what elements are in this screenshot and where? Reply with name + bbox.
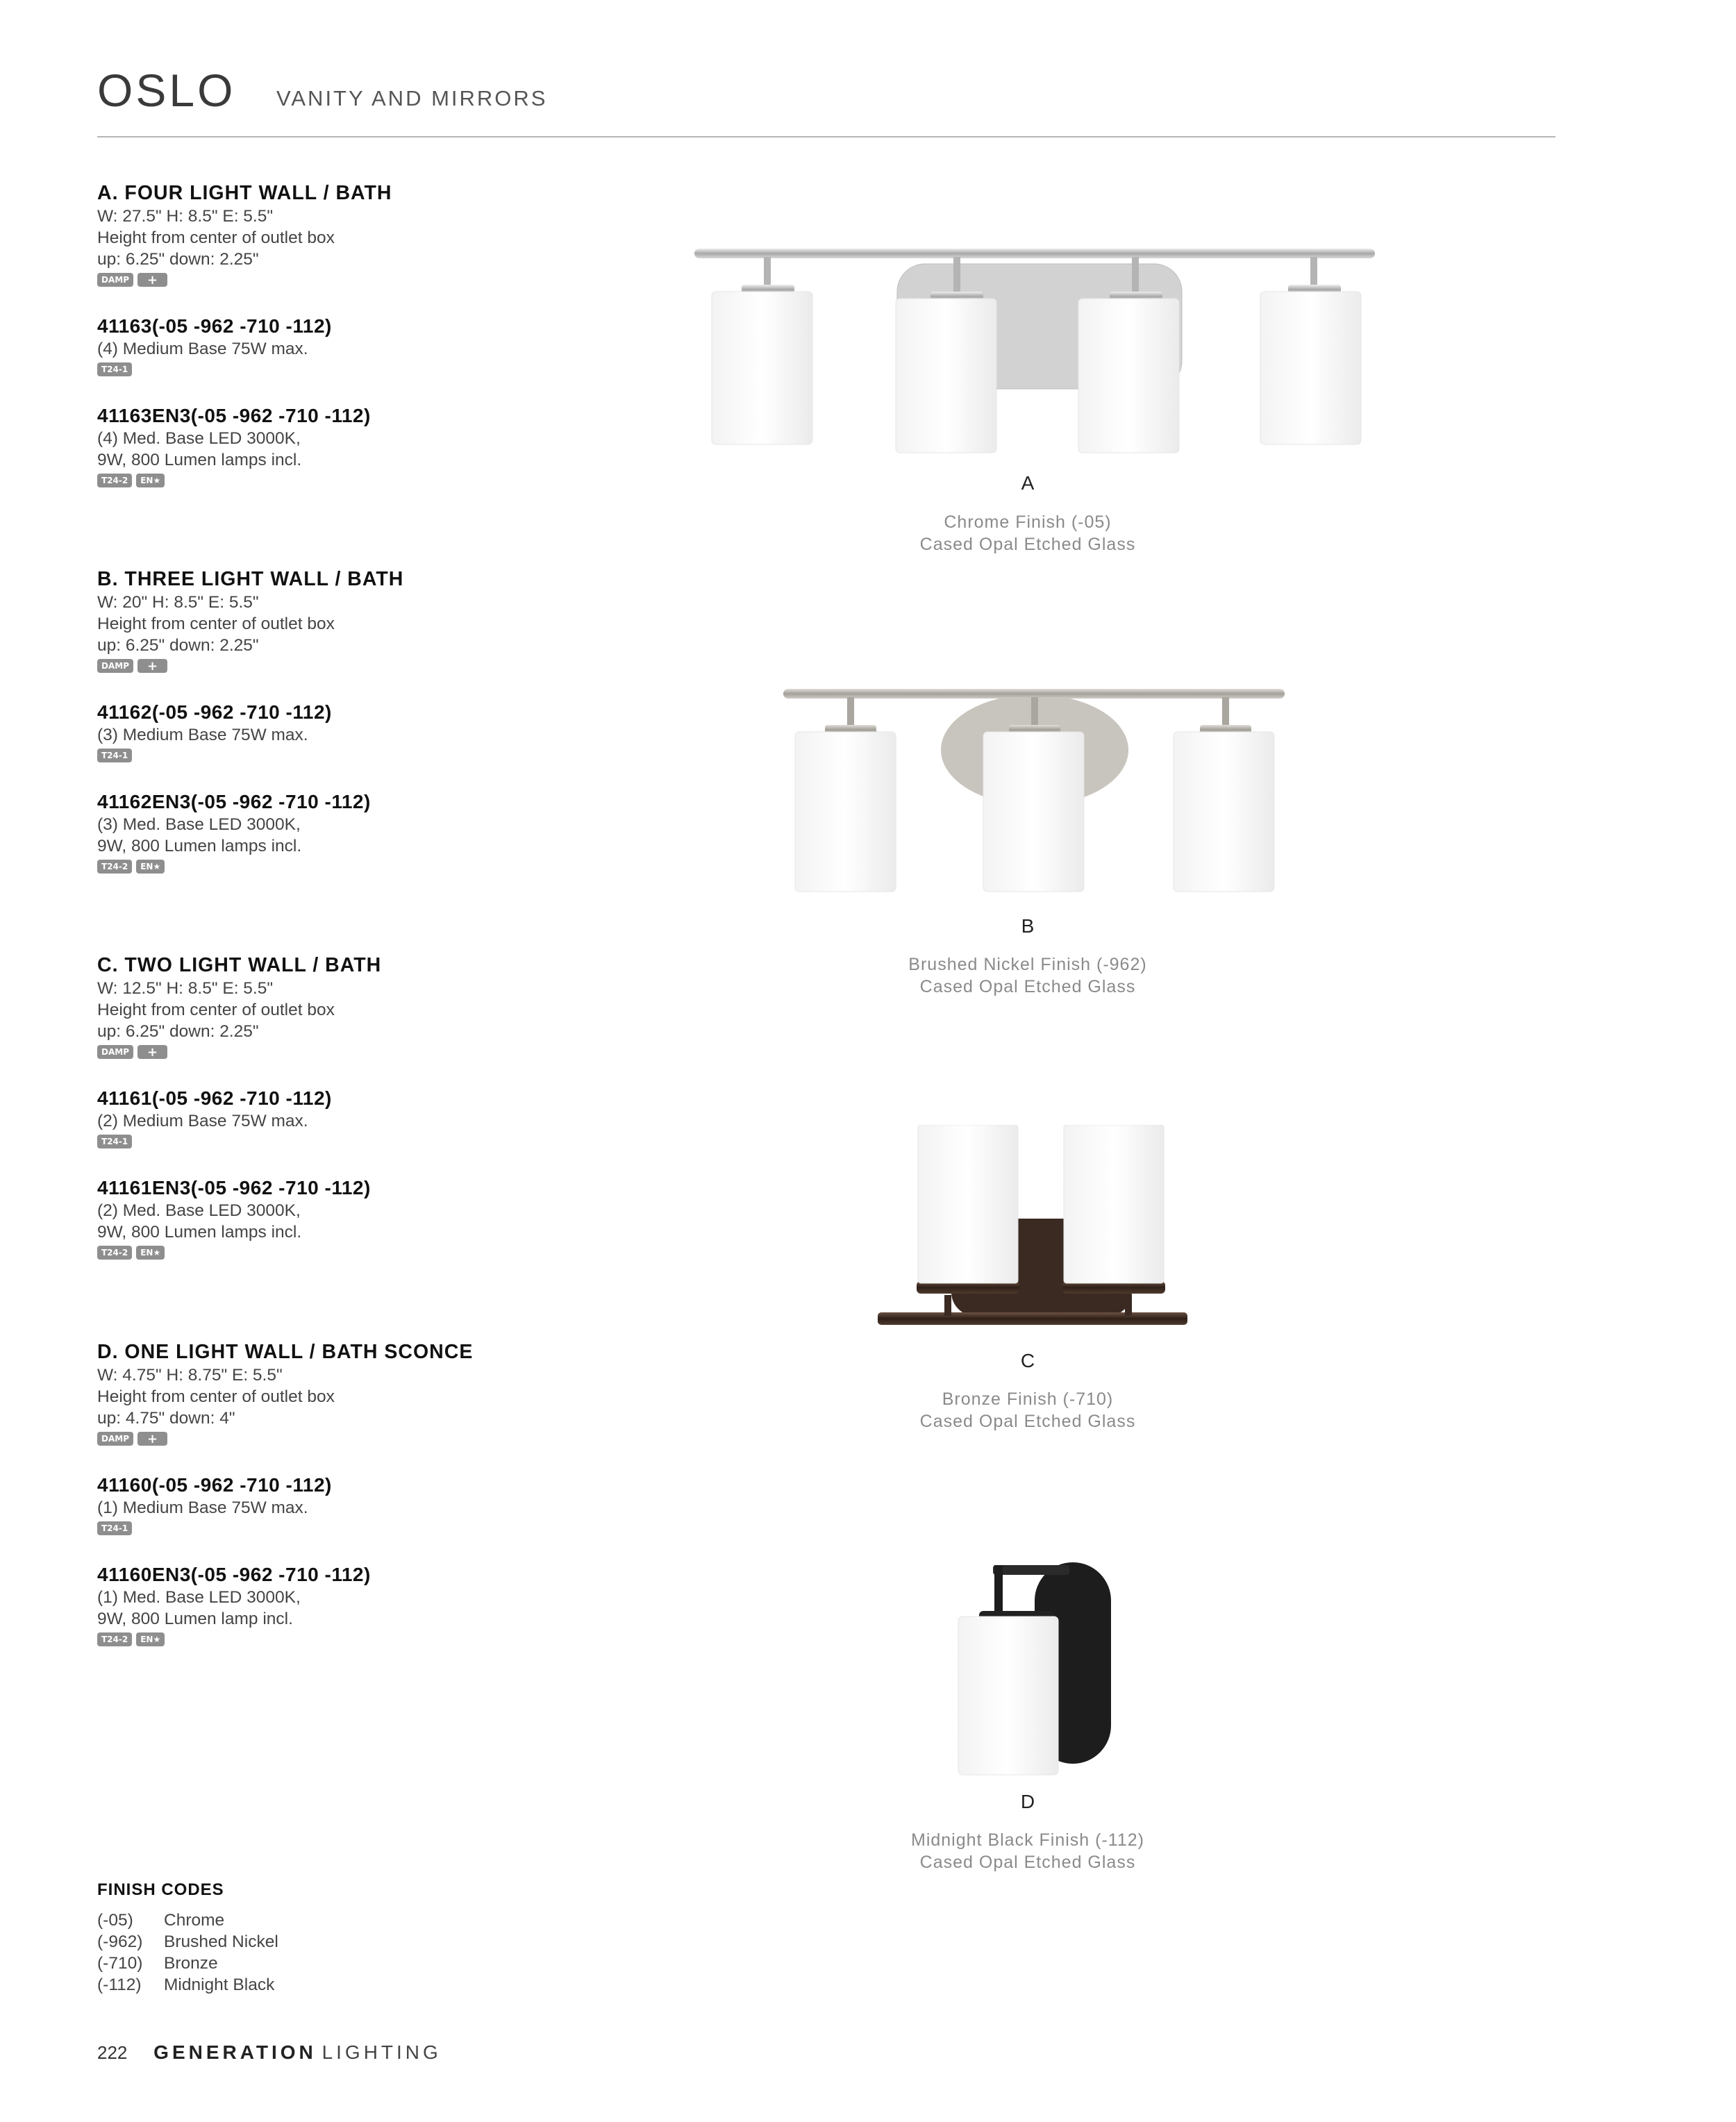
outlet-line: Height from center of outlet box <box>97 1387 335 1406</box>
header-divider <box>97 136 1555 137</box>
outlet-line: up: 6.25" down: 2.25" <box>97 250 259 269</box>
section-title: C. TWO LIGHT WALL / BATH <box>97 954 382 976</box>
dimensions: W: 27.5" H: 8.5" E: 5.5" <box>97 207 274 226</box>
finish-codes-title: FINISH CODES <box>97 1880 224 1899</box>
finish-code-row <box>97 1974 278 1996</box>
outlet-line: Height from center of outlet box <box>97 615 335 633</box>
model-desc: (2) Med. Base LED 3000K, <box>97 1201 301 1220</box>
spec-section-a <box>97 181 583 489</box>
product-glass: Cased Opal Etched Glass <box>919 1412 1136 1431</box>
model-desc: 9W, 800 Lumen lamp incl. <box>97 1610 293 1628</box>
spec-section-b <box>97 567 583 875</box>
section-title: D. ONE LIGHT WALL / BATH SCONCE <box>97 1341 474 1363</box>
energy-star-badge: EN★ <box>136 474 165 487</box>
page-title: OSLO <box>97 65 236 116</box>
model-desc: (1) Medium Base 75W max. <box>97 1498 308 1517</box>
finish-code: (-962) <box>97 1932 143 1951</box>
model-desc: 9W, 800 Lumen lamps incl. <box>97 1223 302 1242</box>
damp-badge: DAMP <box>97 1432 133 1446</box>
plus-badge: + <box>137 1045 167 1059</box>
product-image-c <box>875 1125 1208 1340</box>
model-badges <box>97 749 583 764</box>
product-glass: Cased Opal Etched Glass <box>919 977 1136 996</box>
damp-badge: DAMP <box>97 1045 133 1059</box>
t24-badge: T24-1 <box>97 362 132 376</box>
t24-badge: T24-2 <box>97 474 132 487</box>
dimensions: W: 12.5" H: 8.5" E: 5.5" <box>97 979 274 998</box>
section-title: A. FOUR LIGHT WALL / BATH <box>97 182 392 204</box>
model-desc: (1) Med. Base LED 3000K, <box>97 1588 301 1607</box>
model-badges <box>97 474 583 489</box>
finish-name: Midnight Black <box>164 1975 275 1994</box>
model-badges <box>97 1246 583 1261</box>
finish-name: Bronze <box>164 1954 218 1973</box>
page-number: 222 <box>97 2042 128 2063</box>
model-desc: (4) Med. Base LED 3000K, <box>97 429 301 448</box>
t24-badge: T24-1 <box>97 749 132 762</box>
product-label: B <box>1021 915 1035 937</box>
model-desc: 9W, 800 Lumen lamps incl. <box>97 837 302 855</box>
rating-badges <box>97 1045 583 1060</box>
model-number: 41163EN3(-05 -962 -710 -112) <box>97 405 371 426</box>
dimensions: W: 20" H: 8.5" E: 5.5" <box>97 593 259 612</box>
rating-badges <box>97 273 583 288</box>
finish-code-row <box>97 1910 278 1931</box>
product-image-b <box>778 680 1305 903</box>
section-title: B. THREE LIGHT WALL / BATH <box>97 568 404 590</box>
product-image-d <box>951 1555 1132 1778</box>
product-label: A <box>1021 472 1035 494</box>
product-glass: Cased Opal Etched Glass <box>919 535 1136 554</box>
model-badges <box>97 1632 583 1648</box>
model-number: 41160EN3(-05 -962 -710 -112) <box>97 1564 371 1585</box>
finish-name: Chrome <box>164 1911 225 1930</box>
product-image-a <box>694 236 1389 465</box>
product-finish: Midnight Black Finish (-112) <box>911 1830 1144 1850</box>
outlet-line: up: 6.25" down: 2.25" <box>97 636 259 655</box>
energy-star-badge: EN★ <box>136 1246 165 1260</box>
rating-badges <box>97 1432 583 1447</box>
t24-badge: T24-1 <box>97 1521 132 1535</box>
plus-badge: + <box>137 1432 167 1446</box>
outlet-line: up: 4.75" down: 4" <box>97 1409 235 1428</box>
product-finish: Brushed Nickel Finish (-962) <box>908 955 1147 974</box>
model-desc: 9W, 800 Lumen lamps incl. <box>97 451 302 469</box>
spec-section-c <box>97 953 583 1261</box>
product-label: C <box>1020 1350 1035 1371</box>
plus-badge: + <box>137 273 167 287</box>
page-footer <box>97 2041 442 2064</box>
finish-name: Brushed Nickel <box>164 1932 278 1951</box>
finish-code: (-05) <box>97 1911 133 1930</box>
dimensions: W: 4.75" H: 8.75" E: 5.5" <box>97 1366 283 1385</box>
finish-code-row <box>97 1953 278 1974</box>
t24-badge: T24-1 <box>97 1135 132 1148</box>
energy-star-badge: EN★ <box>136 1632 165 1646</box>
damp-badge: DAMP <box>97 273 133 287</box>
t24-badge: T24-2 <box>97 1246 132 1260</box>
t24-badge: T24-2 <box>97 1632 132 1646</box>
model-desc: (3) Medium Base 75W max. <box>97 726 308 744</box>
model-badges <box>97 1135 583 1150</box>
model-number: 41162EN3(-05 -962 -710 -112) <box>97 791 371 812</box>
damp-badge: DAMP <box>97 659 133 673</box>
outlet-line: up: 6.25" down: 2.25" <box>97 1022 259 1041</box>
model-desc: (4) Medium Base 75W max. <box>97 340 308 358</box>
plus-badge: + <box>137 659 167 673</box>
model-desc: (2) Medium Base 75W max. <box>97 1112 308 1130</box>
finish-code-row <box>97 1931 278 1953</box>
model-number: 41161EN3(-05 -962 -710 -112) <box>97 1177 371 1198</box>
outlet-line: Height from center of outlet box <box>97 1001 335 1019</box>
finish-code: (-710) <box>97 1954 143 1973</box>
model-number: 41161(-05 -962 -710 -112) <box>97 1087 332 1109</box>
outlet-line: Height from center of outlet box <box>97 228 335 247</box>
brand-name-bold: GENERATION <box>153 2041 317 2063</box>
spec-section-d <box>97 1339 583 1648</box>
energy-star-badge: EN★ <box>136 860 165 874</box>
model-number: 41162(-05 -962 -710 -112) <box>97 701 332 723</box>
model-number: 41163(-05 -962 -710 -112) <box>97 315 332 337</box>
finish-codes-table <box>97 1910 278 1996</box>
product-finish: Chrome Finish (-05) <box>944 512 1112 532</box>
product-finish: Bronze Finish (-710) <box>942 1389 1114 1409</box>
brand-name-light: LIGHTING <box>322 2041 442 2063</box>
rating-badges <box>97 659 583 674</box>
model-badges <box>97 362 583 378</box>
model-number: 41160(-05 -962 -710 -112) <box>97 1474 332 1496</box>
product-glass: Cased Opal Etched Glass <box>919 1853 1136 1872</box>
t24-badge: T24-2 <box>97 860 132 874</box>
finish-code: (-112) <box>97 1975 142 1994</box>
page-subtitle: VANITY AND MIRRORS <box>276 86 548 110</box>
model-badges <box>97 860 583 875</box>
model-desc: (3) Med. Base LED 3000K, <box>97 815 301 834</box>
product-label: D <box>1020 1791 1035 1812</box>
model-badges <box>97 1521 583 1537</box>
